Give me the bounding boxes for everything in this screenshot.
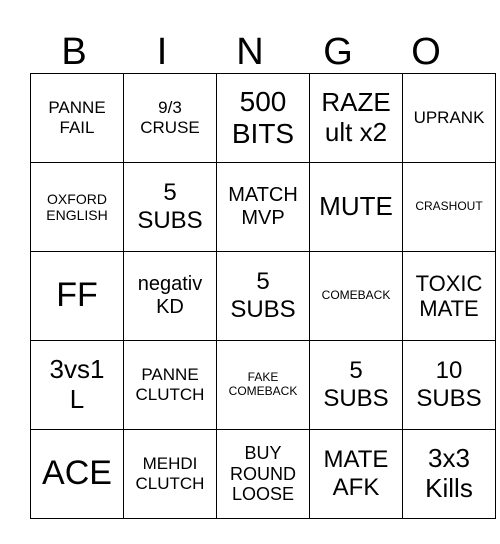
bingo-cell[interactable]: OXFORD ENGLISH xyxy=(31,163,124,252)
bingo-row xyxy=(31,163,496,252)
bingo-cell[interactable]: MATE AFK xyxy=(310,430,403,519)
bingo-row xyxy=(31,430,496,519)
bingo-cell[interactable]: MEHDI CLUTCH xyxy=(124,430,217,519)
bingo-cell[interactable]: ACE xyxy=(31,430,124,519)
header-letter-g: G xyxy=(323,31,353,73)
bingo-row xyxy=(31,74,496,163)
bingo-cell[interactable]: FAKE COMEBACK xyxy=(217,341,310,430)
bingo-cell[interactable]: PANNE FAIL xyxy=(31,74,124,163)
bingo-cell[interactable]: MUTE xyxy=(310,163,403,252)
bingo-cell[interactable]: PANNE CLUTCH xyxy=(124,341,217,430)
bingo-cell[interactable]: 5 SUBS xyxy=(124,163,217,252)
bingo-card xyxy=(30,73,496,519)
bingo-cell[interactable]: 500 BITS xyxy=(217,74,310,163)
bingo-row xyxy=(31,341,496,430)
header-letter-o: O xyxy=(411,31,441,73)
bingo-cell[interactable]: 9/3 CRUSE xyxy=(124,74,217,163)
bingo-cell[interactable]: BUY ROUND LOOSE xyxy=(217,430,310,519)
bingo-cell[interactable]: TOXIC MATE xyxy=(403,252,496,341)
header-letter-b: B xyxy=(61,31,87,73)
bingo-cell[interactable]: negativ KD xyxy=(124,252,217,341)
bingo-header xyxy=(30,30,470,74)
bingo-cell[interactable]: 10 SUBS xyxy=(403,341,496,430)
bingo-cell[interactable]: COMEBACK xyxy=(310,252,403,341)
bingo-cell[interactable]: 5 SUBS xyxy=(310,341,403,430)
bingo-cell[interactable]: RAZE ult x2 xyxy=(310,74,403,163)
bingo-cell[interactable]: CRASHOUT xyxy=(403,163,496,252)
bingo-cell[interactable]: FF xyxy=(31,252,124,341)
bingo-cell[interactable]: 3x3 Kills xyxy=(403,430,496,519)
bingo-cell[interactable]: 3vs1 L xyxy=(31,341,124,430)
bingo-cell[interactable]: UPRANK xyxy=(403,74,496,163)
bingo-cell[interactable]: 5 SUBS xyxy=(217,252,310,341)
header-letter-i: I xyxy=(156,31,168,73)
header-letter-n: N xyxy=(236,31,264,73)
bingo-row xyxy=(31,252,496,341)
bingo-cell[interactable]: MATCH MVP xyxy=(217,163,310,252)
